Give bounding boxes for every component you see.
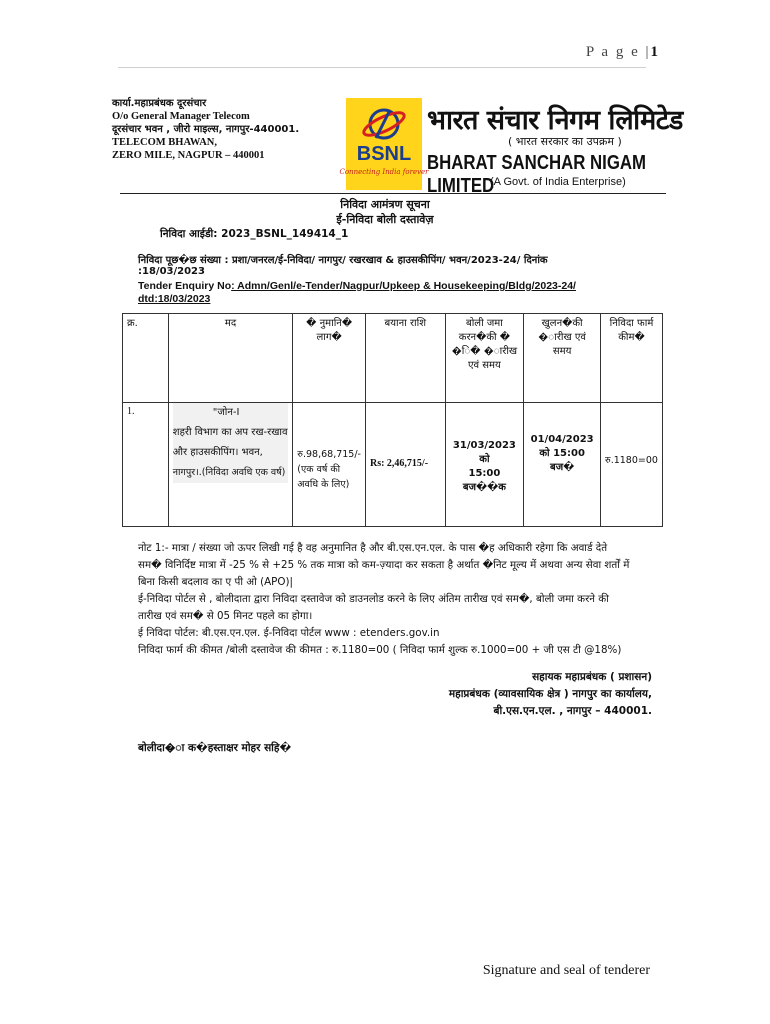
brand-name-hindi: भारत संचार निगम लिमिटेड bbox=[427, 105, 683, 136]
cell-estimated-cost bbox=[293, 403, 366, 527]
notes-block bbox=[138, 540, 658, 659]
top-divider bbox=[118, 67, 646, 68]
cell-sno: 1. bbox=[123, 403, 169, 527]
brand-name-english: BHARAT SANCHAR NIGAM LIMITED bbox=[427, 152, 647, 197]
opening-line: 01/04/2023 bbox=[530, 434, 594, 445]
address-line: दूरसंचार भवन , जीरो माइल्स, नागपुर-440001. bbox=[112, 124, 300, 135]
header-submission: बोली जमा करन�की � �ि� �ारीख एवं समय bbox=[445, 314, 524, 403]
header-emd: बयाना राशि bbox=[365, 314, 445, 403]
bidder-signature-label: बोलीदा�ा क�हस्ताक्षर मोहर सहि� bbox=[138, 742, 292, 754]
signatory-line: बी.एस.एन.एल. , नागपुर – 440001. bbox=[493, 705, 652, 717]
cost-line: (एक वर्ष की bbox=[297, 464, 341, 475]
header-form-fee: निविदा फार्म कीम� bbox=[601, 314, 663, 403]
office-address bbox=[112, 97, 299, 162]
cell-form-fee: रु.1180=00 bbox=[601, 403, 663, 527]
bsnl-logo-icon bbox=[339, 98, 429, 190]
item-line: शहरी विभाग का अप रख-रखाव bbox=[173, 423, 289, 443]
item-line: "जोन-I bbox=[173, 403, 289, 423]
table-row bbox=[123, 403, 663, 527]
footer-signature: Signature and seal of tenderer bbox=[482, 963, 650, 978]
note-line: नोट 1:- मात्रा / संख्या जो ऊपर लिखी गई है वह अनुमानित है और बी.एस.एन.एल. के पास �ह अधिकारी रहेगा कि अवार्ड देते bbox=[138, 542, 608, 554]
notice-title: निविदा आमंत्रण सूचना bbox=[340, 198, 430, 211]
address-line: ZERO MILE, NAGPUR – 440001 bbox=[112, 150, 265, 161]
note-line: तारीख एवं सम� से 05 मिनट पहले का होगा। bbox=[138, 610, 313, 622]
enquiry-hindi: निविदा पूछ�छ संख्या : प्रशा/जनरल/ई-निविदा/ नागपुर/ रखरखाव & हाउसकीपिंग/ भवन/2023-24/ दिनांक bbox=[138, 255, 548, 266]
note-line: निविदा फार्म की कीमत /बोली दस्तावेज की कीमत : रु.1180=00 ( निविदा फार्म शुल्क रु.1000=00 + जी एस टी @18%) bbox=[138, 644, 622, 656]
page-label: P a g e bbox=[585, 44, 640, 60]
enquiry-english bbox=[138, 280, 576, 292]
table-header-row bbox=[123, 314, 663, 403]
note-line: सम� विनिर्दिष्ट मात्रा में -25 % से +25 % तक मात्रा को कम-ज़्यादा कर सकता है अर्थात �निट मूल्य में अथवा अन्य सेवा शर्तों में bbox=[138, 559, 630, 571]
signatory-line: सहायक महाप्रबंधक ( प्रशासन) bbox=[532, 671, 652, 683]
note-line: ई-निविदा पोर्टल से , बोलीदाता द्वारा निविदा दस्तावेज को डाउनलोड करने के लिए अंतिम तारीख एवं सम�, बोली जमा करने की bbox=[138, 593, 609, 605]
page-number-value: 1 bbox=[650, 44, 658, 60]
address-line: O/o General Manager Telecom bbox=[112, 111, 250, 122]
submission-line: 15:00 बज��क bbox=[462, 468, 506, 493]
enquiry-english-date: dtd:18/03/2023 bbox=[138, 293, 211, 305]
cell-submission bbox=[445, 403, 524, 527]
header-divider bbox=[120, 193, 666, 194]
signatory-line: महाप्रबंधक (व्यावसायिक क्षेत्र ) नागपुर का कार्यालय, bbox=[448, 688, 652, 700]
logo-tagline: Connecting India forever bbox=[339, 168, 429, 176]
brand-subtitle-hindi: ( भारत सरकार का उपक्रम ) bbox=[508, 135, 622, 148]
cell-opening bbox=[524, 403, 601, 527]
page-number: P a g e |1 bbox=[585, 44, 658, 60]
document-title: ई-निविदा बोली दस्तावेज़ bbox=[336, 213, 434, 226]
enquiry-hindi-date: :18/03/2023 bbox=[138, 266, 205, 277]
brand-subtitle-english: (A Govt. of India Enterprise) bbox=[490, 176, 626, 188]
opening-line: को 15:00 bbox=[539, 448, 585, 459]
opening-line: बज� bbox=[550, 462, 575, 473]
logo-wordmark: BSNL bbox=[356, 143, 412, 165]
header-item: मद bbox=[168, 314, 293, 403]
cost-line: अवधि के लिए) bbox=[297, 479, 350, 490]
cell-emd: Rs: 2,46,715/- bbox=[365, 403, 445, 527]
address-line: कार्या.महाप्रबंधक दूरसंचार bbox=[112, 98, 207, 109]
note-line: ई निविदा पोर्टल: बी.एस.एन.एल. ई-निविदा पोर्टल www : etenders.gov.in bbox=[138, 627, 440, 639]
submission-line: 31/03/2023 को bbox=[452, 440, 516, 465]
cost-line: रु.98,68,715/- bbox=[297, 449, 361, 460]
tender-table bbox=[122, 313, 663, 527]
header-opening: खुलन�की �ारीख एवं समय bbox=[524, 314, 601, 403]
address-line: TELECOM BHAWAN, bbox=[112, 137, 218, 148]
header-estimated-cost: � नुमानि� लाग� bbox=[293, 314, 366, 403]
cell-item bbox=[168, 403, 293, 527]
enquiry-english-number: : Admn/Genl/e-Tender/Nagpur/Upkeep & Housekeeping/Bldg/2023-24/ bbox=[231, 280, 576, 292]
note-line: बिना किसी बदलाव का ए पी ओ (APO)| bbox=[138, 576, 293, 588]
bsnl-logo bbox=[339, 98, 429, 190]
item-line: और हाउसकीपिंग। भवन, bbox=[173, 443, 289, 463]
enquiry-english-prefix: Tender Enquiry No bbox=[138, 280, 232, 292]
signatory-block bbox=[449, 669, 652, 720]
tender-id: निविदा आईडी: 2023_BSNL_149414_1 bbox=[160, 228, 349, 240]
header-sno: क्र. bbox=[123, 314, 169, 403]
item-line: नागपुर।.(निविदा अवधि एक वर्ष) bbox=[173, 463, 289, 483]
